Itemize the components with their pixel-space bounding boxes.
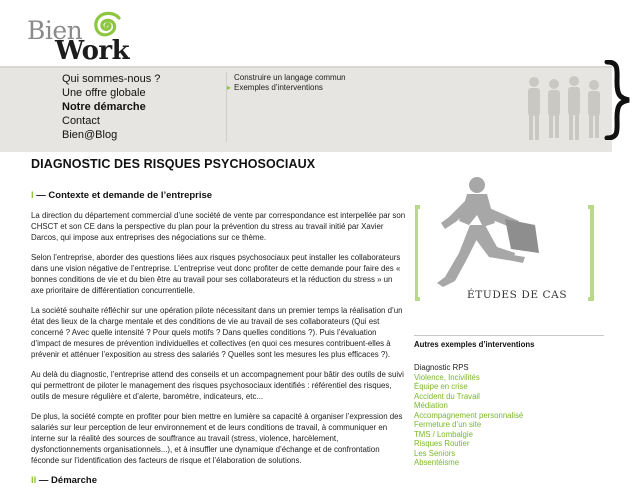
aside-link-absenteisme[interactable]: Absentéisme [414,458,460,467]
aside-link-risques-routier[interactable]: Risques Routier [414,439,470,448]
case-studies-banner [415,177,605,302]
section-number: II [31,475,37,486]
paragraph: La société souhaite réfléchir sur une opération pilote nécessitant dans un premier temps la réalisation d’un état des lieux de la charge mentale et des conditions de vie au travail de ses collaborateurs (Qui est concerné ? Avec quelle intensité ? Pour quels motifs ? Dans quelles conditions ?). Puis l’évaluation d’impact de mesures de prévention individuelles et collectives (en quoi ces mesures contribuent-elles à prévenir et atténuer l’exposition au stress des salariés ? Quelles sont les mesures les plus efficaces ?). [31,306,403,359]
section-title: — Contexte et demande de l’entreprise [33,190,213,201]
section-number: I [31,190,34,201]
nav-item-qui-sommes-nous[interactable]: Qui sommes-nous ? [62,73,161,85]
logo-word-bien: Bien [27,16,83,45]
aside-link-accompagnement[interactable]: Accompagnement personnalisé [414,410,524,420]
aside-link-accident-travail[interactable]: Accident du Travail [414,391,480,401]
nav-item-notre-demarche[interactable]: Notre démarche [62,101,146,113]
section-title: — Démarche [36,475,98,486]
section-heading-demarche [31,475,407,486]
subnav-item-langage-commun[interactable]: Construire un langage commun [234,73,346,82]
aside-link-seniors[interactable]: Les Seniors [414,448,456,458]
logo-word-work: Work [55,36,130,66]
people-silhouettes-icon [520,72,610,146]
paragraph: De plus, la société compte en profiter pour bien mettre en lumière sa capacité à organiser l’expression des salariés sur leur perception de leur environnement et de leurs conditions de travail, à communiquer en interne sur la réalité des sources de souffrance au travail (stress, violence, harcèlement, dysfonctionnements organisationnels...), et à insuffler une dynamique d’échange et de confrontation féconde sur l’identification des facteurs de risque et l’élaboration de solutions. [31,412,403,465]
other-examples-panel [414,335,604,468]
main-nav [62,72,160,142]
aside-link-equipe-crise[interactable]: Équipe en crise [414,382,468,391]
page-title: DIAGNOSTIC DES RISQUES PSYCHOSOCIAUX [31,157,316,171]
paragraph: Au delà du diagnostic, l’entreprise attend des conseils et un accompagnement pour bâtir des outils de suivi qui permettront de piloter le management des risques psychosociaux identifiés : référentiel des risques, outils de mesure régulière et d’alerte, baromètre, indicateurs, etc... [31,370,404,401]
nav-item-contact[interactable]: Contact [62,115,100,127]
aside-link-violence[interactable]: Violence, Incivilités [414,372,480,382]
nav-item-offre-globale[interactable]: Une offre globale [62,87,146,99]
nav-item-blog[interactable]: Bien@Blog [62,129,118,141]
aside-link-mediation[interactable]: Médiation [414,401,448,410]
paragraph: La direction du département commercial d’une société de vente par correspondance est interpellée par son CHSCT et son CE dans la perspective du plan pour la prévention du stress au travail initié par Xavier Darcos, qui impose aux entreprises des négociations sur ce thème. [31,211,406,242]
paragraph: Selon l’entreprise, aborder des questions liées aux risques psychosociaux peut installer les collaborateurs dans une vision négative de l’entreprise. L’entreprise veut donc profiter de cette demande pour faire des « bonnes conditions de vie et du bien être au travail pour ses collaborateurs et la réduction du stress » un axe prioritaire de différentiation concurrentielle. [31,253,401,295]
aside-link-tms[interactable]: TMS / Lombalgie [414,429,473,439]
running-businessman-icon [415,177,605,302]
aside-title: Autres exemples d’interventions [414,335,604,349]
section-heading-contexte [31,190,407,201]
case-studies-label: ÉTUDES DE CAS [467,289,568,301]
aside-link-fermeture-site[interactable]: Fermeture d’un site [414,420,482,429]
curly-brace-icon [603,60,633,140]
logo[interactable] [27,10,137,66]
sub-nav [234,73,346,93]
main-content [31,157,407,490]
nav-band [0,66,612,152]
aside-current-item: Diagnostic RPS [414,363,469,372]
subnav-item-exemples-interventions[interactable]: ▸ Exemples d’interventions [234,83,346,93]
